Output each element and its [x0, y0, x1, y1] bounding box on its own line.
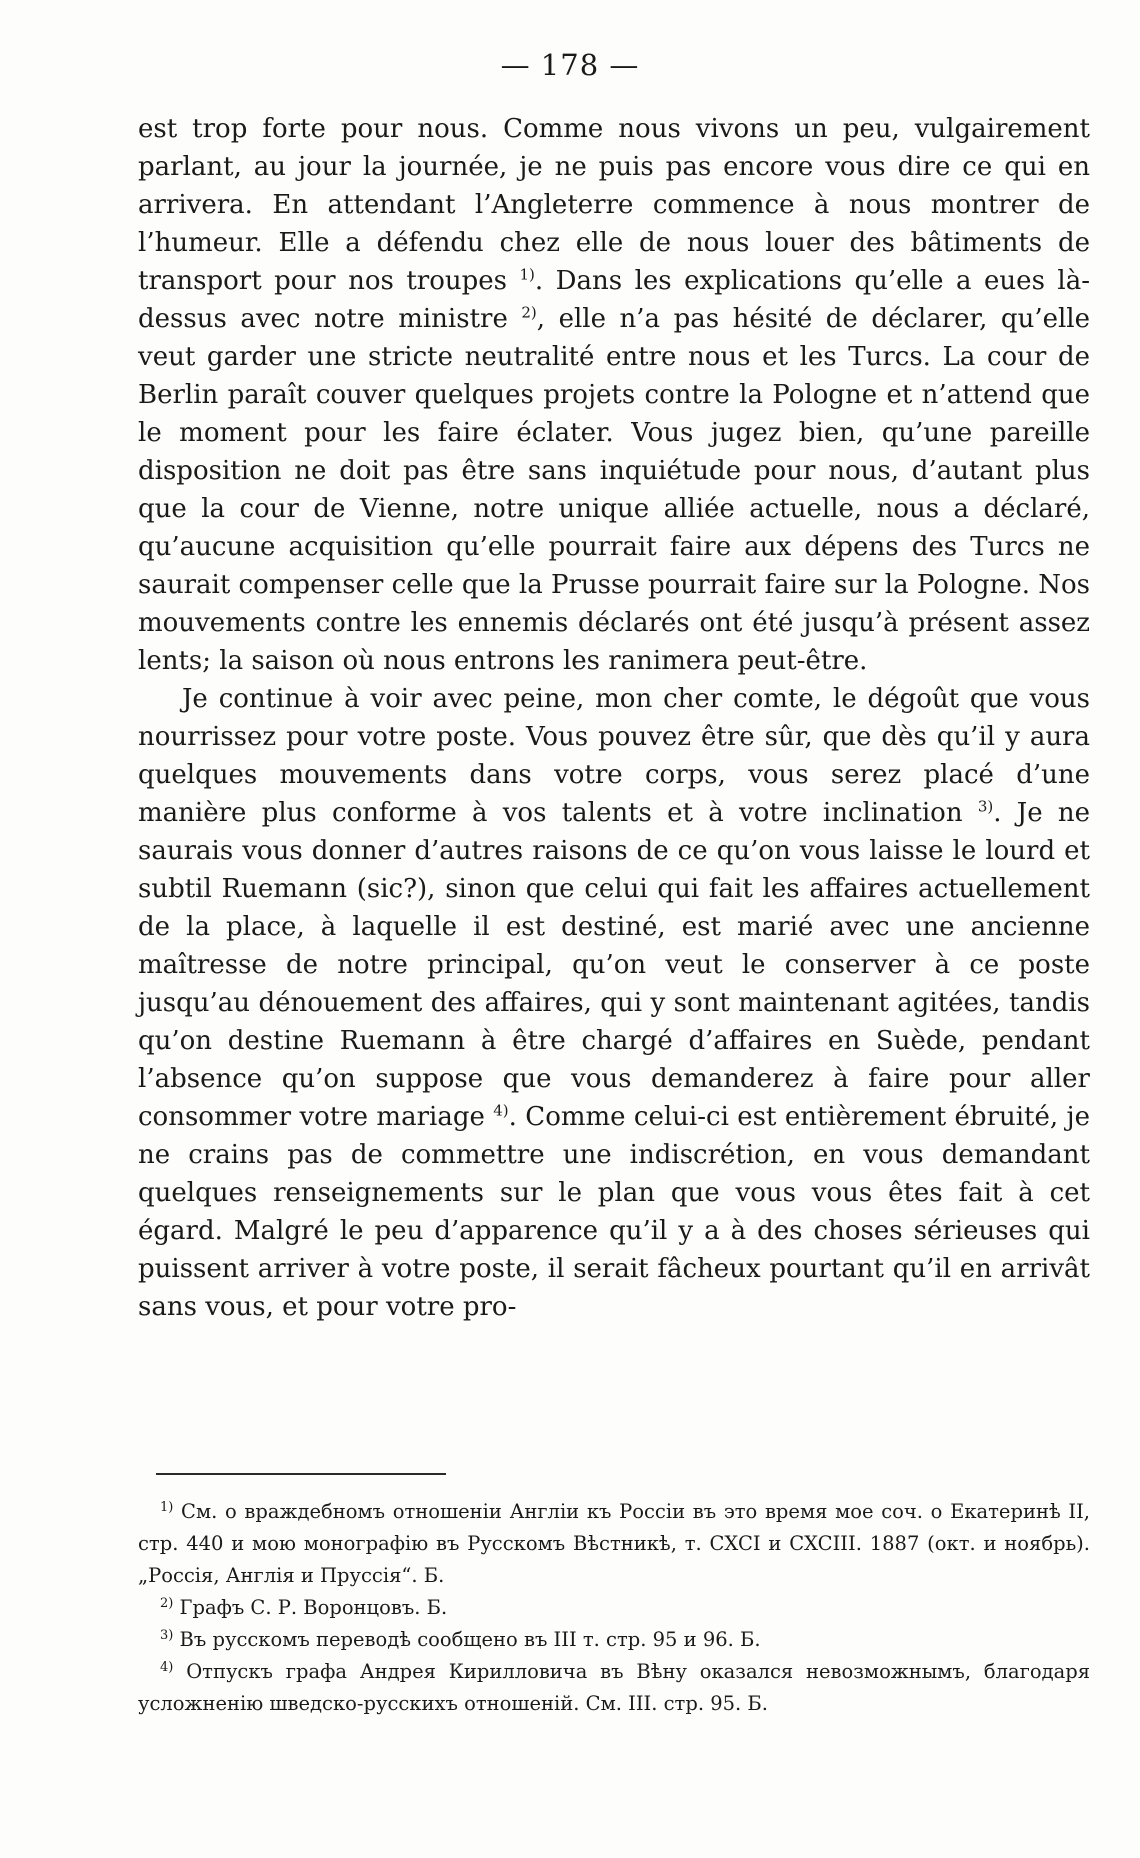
footnote-number: 1) [160, 1499, 174, 1515]
paragraph-2 [138, 680, 1090, 1326]
footnote-number: 3) [160, 1627, 174, 1643]
page-number: — 178 — [500, 48, 640, 82]
footnote-ref: 1) [519, 265, 535, 284]
text-segment: Je continue à voir avec peine, mon cher comte, le dégoût que vous nourrissez pour votre poste. Vous pouvez être sûr, que dès qu’il y aura quelques mouvements dans votre corps, vous serez placé d’une manière plus conforme à vos talents et à votre inclination [138, 684, 1090, 828]
footnote-3 [138, 1624, 1090, 1656]
footnotes [138, 1496, 1090, 1720]
footnote-ref: 2) [521, 303, 537, 322]
footnote-ref: 4) [493, 1101, 509, 1120]
footnote-text: Отпускъ графа Андрея Кирилловича въ Вѣну оказался невозможнымъ, благодаря усложненiю шведско-русскихъ отношенiй. См. III. стр. 95. Б. [138, 1660, 1090, 1715]
footnote-text: См. о враждебномъ отношенiи Англiи къ Россiи въ это время мое соч. о Екатеринѣ II, стр. 440 и мою монографiю въ Русскомъ Вѣстникѣ, т. CXCI и CXCIII. 1887 (окт. и ноябрь). „Россiя, Англiя и Пруссiя“. Б. [138, 1500, 1090, 1587]
footnote-1 [138, 1496, 1090, 1592]
footnote-number: 4) [160, 1659, 174, 1675]
main-text [138, 110, 1090, 1326]
footnote-2 [138, 1592, 1090, 1624]
text-segment: est trop forte pour nous. Comme nous vivons un peu, vulgairement parlant, au jour la journée, je ne puis pas encore vous dire ce qui en arrivera. En attendant l’Angleterre commence à nous montrer de l’humeur. Elle a défendu chez elle de nous louer des bâtiments de transport pour nos troupes [138, 114, 1090, 296]
text-segment: . Dans les explications qu’elle a eues là-dessus avec notre ministre [138, 266, 1091, 334]
text-segment: . Je ne saurais vous donner d’autres raisons de ce qu’on vous laisse le lourd et subtil Ruemann (sic?), sinon que celui qui fait les affaires actuellement de la place, à laquelle il est destiné, est marié avec une ancienne maîtresse de notre principal, qu’on veut le conserver à ce poste jusqu’au dénouement des affaires, qui y sont maintenant agitées, tandis qu’on destine Ruemann à être chargé d’affaires en Suède, pendant l’absence qu’on suppose que vous demanderez à faire pour aller consommer votre mariage [138, 798, 1090, 1132]
footnote-ref: 3) [977, 797, 994, 816]
text-segment: , elle n’a pas hésité de déclarer, qu’elle veut garder une stricte neutralité entre nous et les Turcs. La cour de Berlin paraît couver quelques projets contre la Pologne et n’attend que le moment pour les faire éclater. Vous jugez bien, qu’une pareille disposition ne doit pas être sans inquiétude pour nous, d’autant plus que la cour de Vienne, notre unique alliée actuelle, nous a déclaré, qu’aucune acquisition qu’elle pourrait faire aux dépens des Turcs ne saurait compenser celle que la Prusse pourrait faire sur la Pologne. Nos mouvements contre les ennemis déclarés ont été jusqu’à présent assez lents; la saison où nous entrons les ranimera peut-être. [138, 304, 1090, 676]
text-segment: . Comme celui-ci est entièrement ébruité, je ne crains pas de commettre une indiscrétion, en vous demandant quelques renseignements sur le plan que vous vous êtes fait à cet égard. Malgré le peu d’apparence qu’il y a à des choses sérieuses qui puissent arriver à votre poste, il serait fâcheux pourtant qu’il en arrivât sans vous, et pour votre pro- [138, 1102, 1090, 1322]
paragraph-1 [138, 110, 1090, 680]
footnote-number: 2) [160, 1595, 174, 1611]
footnote-text: Графъ С. Р. Воронцовъ. Б. [179, 1596, 448, 1619]
footnote-text: Въ русскомъ переводѣ сообщено въ III т. стр. 95 и 96. Б. [179, 1628, 761, 1651]
footnote-4 [138, 1656, 1090, 1720]
footnote-divider [156, 1473, 446, 1475]
